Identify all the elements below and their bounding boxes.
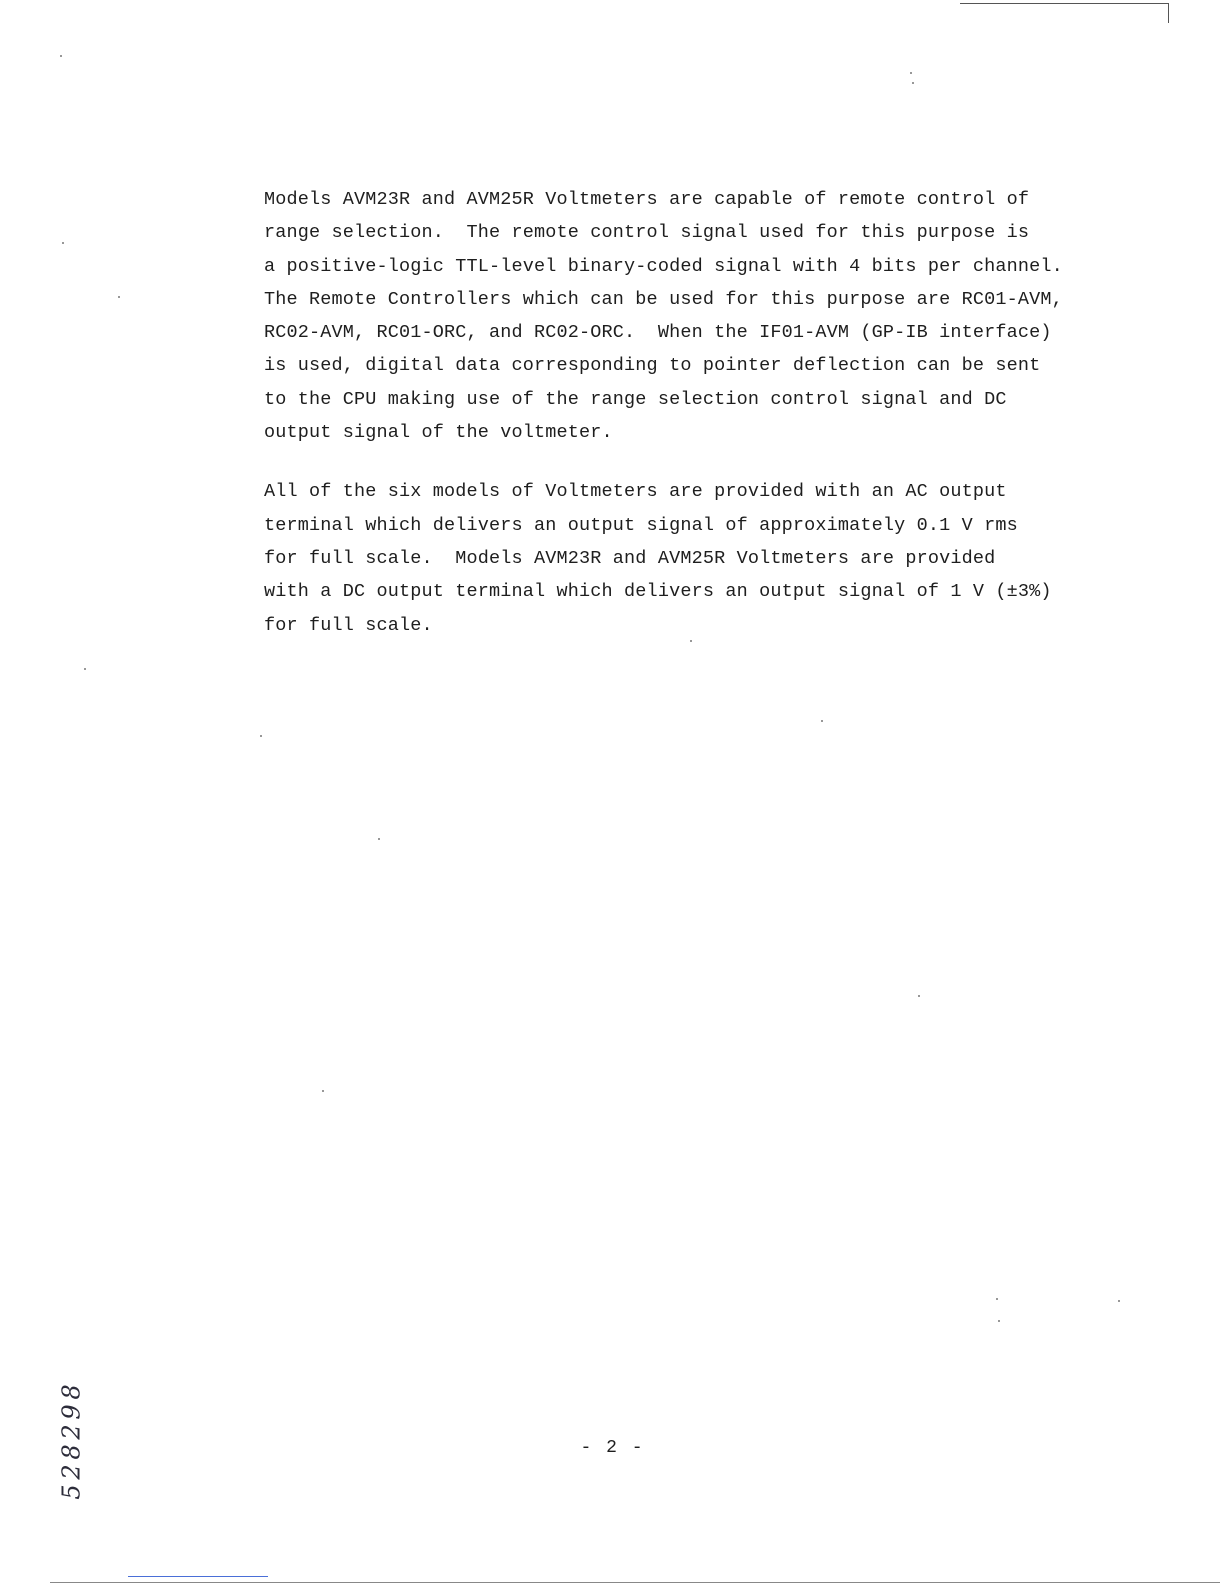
scan-speck — [912, 82, 914, 84]
scan-speck — [322, 1090, 324, 1092]
text-line: to the CPU making use of the range selection control signal and DC — [264, 388, 1007, 410]
text-line: All of the six models of Voltmeters are provided with an AC output — [264, 481, 1007, 503]
text-line: for full scale. — [264, 614, 433, 636]
scan-speck — [998, 1320, 1000, 1322]
scan-speck — [60, 55, 62, 57]
scan-speck — [1118, 1300, 1120, 1302]
scan-speck — [910, 72, 912, 74]
scan-speck — [118, 296, 120, 298]
handwritten-digit: 8 — [57, 1384, 86, 1400]
page-number: - 2 - — [580, 1438, 645, 1458]
handwritten-digit: 5 — [57, 1484, 86, 1500]
text-line: Models AVM23R and AVM25R Voltmeters are capable of remote control of — [264, 189, 1030, 210]
paragraph-remote-control — [264, 183, 1064, 449]
scan-edge-line — [960, 3, 1168, 4]
text-line: a positive-logic TTL-level binary-coded signal with 4 bits per channel. — [264, 255, 1063, 277]
scan-speck — [996, 1298, 998, 1300]
scan-speck — [918, 995, 920, 997]
scan-edge-line — [1168, 3, 1169, 23]
scan-speck — [62, 242, 64, 244]
scan-bottom-edge — [50, 1582, 1220, 1583]
scan-speck — [84, 668, 86, 670]
scan-speck — [821, 720, 823, 722]
text-line: is used, digital data corresponding to pointer deflection can be sent — [264, 355, 1041, 377]
text-line: with a DC output terminal which delivers an output signal of 1 V (±3%) — [264, 581, 1052, 603]
handwritten-digit: 9 — [57, 1404, 86, 1420]
scan-speck — [260, 735, 262, 737]
text-line: terminal which delivers an output signal of approximately 0.1 V rms — [264, 514, 1018, 536]
handwritten-digit: 2 — [57, 1464, 86, 1480]
handwritten-digit: 8 — [57, 1444, 86, 1460]
document-body — [264, 183, 1064, 642]
text-line: range selection. The remote control signal used for this purpose is — [264, 222, 1030, 244]
text-line: The Remote Controllers which can be used for this purpose are RC01-AVM, — [264, 288, 1063, 310]
handwritten-digit: 2 — [57, 1424, 86, 1440]
text-line: for full scale. Models AVM23R and AVM25R Voltmeters are provided — [264, 547, 996, 569]
text-line: RC02-AVM, RC01-ORC, and RC02-ORC. When the IF01-AVM (GP-IB interface) — [264, 322, 1052, 344]
scan-speck — [378, 838, 380, 840]
text-line: output signal of the voltmeter. — [264, 422, 613, 444]
paragraph-output-terminals — [264, 475, 1064, 641]
scan-blue-mark — [128, 1576, 268, 1577]
handwritten-margin-number — [57, 1378, 100, 1508]
